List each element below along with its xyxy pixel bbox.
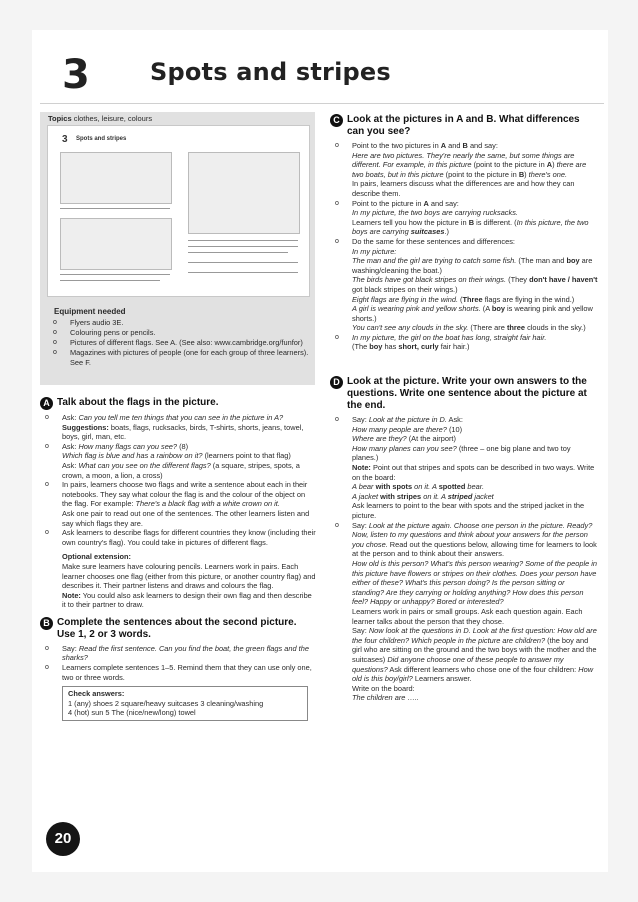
text: Ask:: [62, 460, 79, 470]
text: boy: [491, 304, 505, 314]
section-c-title: Look at the pictures in A and B. What differences can you see?: [347, 114, 580, 137]
text: three: [506, 323, 526, 333]
teacher-question: In my picture, the two boys are carrying rucksacks.: [352, 208, 518, 218]
answer-text: (any) shoes: [72, 698, 115, 708]
text: are washing/cleaning the boat.): [352, 256, 593, 275]
bullet-icon: o: [45, 481, 49, 489]
list-item: [330, 237, 598, 333]
list-item: [40, 442, 316, 480]
thumbnail-text-line: [188, 252, 288, 253]
section-d-heading: [330, 376, 598, 412]
equipment-item-text: Magazines with pictures of people (one for each group of three learners). See F.: [70, 348, 309, 367]
answer-number: 3: [200, 698, 205, 708]
teacher-question: Look at the picture again. Choose one person in the picture. Ready? Now, listen to my questions and think about your answers for the person you chose.: [352, 520, 593, 549]
thumbnail-text-line: [188, 240, 298, 241]
answer-text: The (nice/new/long) towel: [109, 708, 196, 718]
list-item: [48, 318, 310, 328]
text: got black stripes on their wings.): [352, 284, 458, 294]
teacher-question: The man and the girl are trying to catch some fish.: [352, 256, 517, 266]
list-item: [330, 333, 598, 352]
teacher-question: How old is this boy/girl?: [352, 664, 594, 684]
thumbnail-unit-number: 3: [62, 134, 68, 145]
thumbnail-picture-b: [60, 218, 172, 270]
bullet-icon: o: [53, 329, 57, 337]
page-number-badge: 20: [46, 822, 80, 856]
section-letter-d: D: [330, 376, 343, 389]
text: (the boy and girl who are sitting on the ground and the two boys with the mother and the suitcases): [352, 635, 597, 664]
text: Point to the two pictures in: [352, 141, 441, 150]
equipment-item-text: Flyers audio 3E.: [70, 318, 124, 327]
teacher-question: Eight flags are flying in the wind.: [352, 294, 458, 304]
list-item: [330, 521, 598, 703]
text: B: [462, 141, 468, 150]
example: There's a black flag with a white crown on it.: [135, 499, 280, 509]
text: Ask:: [62, 441, 79, 451]
answer: (learners point to that flag): [202, 451, 291, 461]
answer: (a square, stripes, spots, a crown, a moon, a lion, a cross): [62, 460, 300, 480]
list-item: [330, 415, 598, 521]
teacher-question: Can you tell me ten things that you can see in the picture in A?: [78, 413, 284, 422]
thumbnail-text-line: [188, 272, 298, 273]
right-column: [330, 114, 598, 703]
text: on it. A: [412, 482, 439, 492]
bullet-icon: o: [53, 319, 57, 326]
text: A bear: [352, 482, 376, 492]
list-item: [40, 644, 316, 663]
section-a-heading: [40, 397, 316, 410]
text: jacket: [472, 491, 494, 501]
student-page-thumbnail: [47, 125, 310, 297]
text: clouds in the sky.): [525, 323, 586, 333]
text: Say:: [352, 520, 369, 530]
topics-line: [48, 114, 152, 123]
list-item: [48, 338, 310, 348]
text: Read out the questions below, allowing time for learners to look at the person and to think about their answers.: [352, 539, 597, 559]
text: spotted: [438, 482, 466, 492]
list-item: [40, 480, 316, 528]
list-item: [330, 199, 598, 237]
list-item: [40, 528, 316, 547]
teacher-question: Look at the picture in D.: [368, 415, 447, 425]
teacher-question: Here are two pictures. They're nearly the same, but some things are different. For example, in this picture: [352, 150, 575, 170]
text: Learners work in pairs or small groups. Ask each question again. Each learner talks about the person that they chose.: [352, 606, 583, 626]
teacher-question: A girl is wearing pink and yellow shorts.: [352, 304, 481, 314]
teacher-question: How many people are there?: [352, 424, 447, 434]
check-answers-title: Check answers:: [68, 689, 125, 699]
answer-number: 2: [114, 698, 119, 708]
text: (There are: [468, 323, 507, 333]
section-letter-c: C: [330, 114, 343, 127]
text: Three: [462, 294, 483, 304]
text: is wearing pink and yellow shorts.): [352, 304, 593, 323]
thumbnail-text-line: [60, 280, 160, 281]
answer-text: (hot) sun: [72, 708, 106, 718]
text: Point to the picture in: [352, 198, 424, 208]
text: Ask:: [62, 413, 79, 422]
optional-extension: [40, 552, 316, 610]
equipment-list: [48, 318, 310, 368]
label: Suggestions:: [62, 422, 109, 432]
bullet-icon: o: [45, 414, 49, 421]
answer-number: 1: [68, 698, 73, 708]
text: Write on the board:: [352, 683, 415, 693]
bullet-icon: o: [335, 333, 339, 341]
text: A: [440, 141, 447, 150]
text: You could also ask learners to design their own flag and then describe it to their partner to draw.: [62, 590, 312, 610]
topics-label: Topics: [48, 114, 72, 123]
unit-number: 3: [62, 52, 90, 98]
section-b-heading: [40, 617, 316, 641]
section-letter-b: B: [40, 617, 53, 630]
text: Learners tell you how the picture in: [352, 217, 469, 227]
text: and say:: [467, 141, 498, 150]
list-item: [40, 413, 316, 442]
thumbnail-text-line: [188, 246, 298, 247]
text: (The man and: [516, 256, 567, 266]
text: Learners answer.: [412, 674, 472, 684]
list-item: [48, 328, 310, 338]
teacher-question: Read the first sentence. Can you find the boat, the green flags and the sharks?: [62, 643, 309, 663]
teacher-question: Did anyone choose one of these people to answer my questions?: [352, 654, 564, 674]
topics-value: clothes, leisure, colours: [73, 114, 153, 123]
label: Note:: [352, 463, 371, 473]
text: (point to the picture in: [443, 169, 519, 179]
equipment-item-text: Colouring pens or pencils.: [70, 328, 156, 338]
thumbnail-text-line: [188, 262, 298, 263]
text: B: [518, 169, 525, 179]
answer: (10): [446, 424, 463, 434]
text: don't have: [529, 275, 566, 285]
text: and say:: [428, 198, 459, 208]
text: boats, flags, rucksacks, birds, T-shirts, shorts, jeans, towel, boys, girl, man, etc.: [62, 422, 304, 442]
bullet-icon: o: [45, 664, 49, 672]
text: (point to the picture in: [471, 160, 547, 170]
thumbnail-text-line: [60, 208, 170, 209]
text: Say:: [352, 415, 369, 425]
text: Point out that stripes and spots can be described in two ways. Write on the board:: [352, 463, 595, 482]
section-c-heading: [330, 114, 598, 138]
unit-title: Spots and stripes: [150, 58, 391, 86]
left-column: [40, 397, 316, 721]
text: boy: [566, 256, 580, 266]
text: short, curly: [398, 342, 439, 352]
section-b-title: Complete the sentences about the second picture. Use 1, 2 or 3 words.: [57, 616, 297, 640]
thumbnail-text-line: [60, 274, 170, 275]
text: Do the same for these sentences and differences:: [352, 236, 515, 246]
text: striped: [447, 491, 473, 501]
thumbnail-picture-a: [60, 152, 172, 204]
text: bear.: [465, 482, 484, 492]
section-d-title: Look at the picture. Write your own answers to the questions. Write one sentence about the picture at the end.: [347, 376, 587, 412]
optional-extension-heading: Optional extension:: [62, 552, 131, 562]
teacher-question: Which flag is blue and has a rainbow on it?: [62, 451, 203, 461]
text: Ask different learners who chose one of the four children:: [387, 664, 579, 674]
bullet-icon: o: [335, 142, 339, 149]
text: boy: [369, 342, 383, 352]
text: Ask learners to describe flags for different countries they know (including their own country's flag). You could take in pictures of different flags.: [62, 528, 316, 547]
teacher-question: How many planes can you see?: [352, 443, 457, 453]
equipment-item-text: Pictures of different flags. See A. (See also: www.cambridge.org/funfor): [70, 338, 303, 348]
thumbnail-picture-d: [188, 152, 300, 234]
text: Ask one pair to read out one of the sentences. The other learners listen and say which flags they are.: [62, 508, 310, 528]
text: A: [423, 198, 429, 208]
text: is different. (: [474, 217, 517, 227]
text: with spots: [375, 482, 413, 492]
answer-text: square/heavy suitcases: [118, 698, 201, 708]
section-letter-a: A: [40, 397, 53, 410]
equipment-heading: Equipment needed: [54, 307, 126, 316]
list-item: [48, 348, 310, 367]
text: ): [552, 160, 557, 170]
teacher-question: What can you see on the different flags?: [78, 460, 211, 470]
text: (: [458, 294, 463, 304]
text: and: [446, 141, 463, 150]
text: flags are flying in the wind.): [482, 294, 575, 304]
check-answers-box: [62, 686, 308, 721]
text: / haven't: [565, 275, 598, 285]
text: In pairs, learners discuss what the differences are and how they can describe them.: [352, 179, 575, 198]
teacher-question: The children are …..: [352, 693, 419, 703]
text: Say:: [62, 643, 79, 653]
text: Ask learners to point to the bear with spots and the striped jacket in the picture.: [352, 501, 585, 520]
bullet-icon: o: [45, 529, 49, 537]
answers-line: [68, 708, 303, 718]
answer: (three – one big plane and two toy planes.): [352, 443, 571, 463]
teacher-question: You can't see any clouds in the sky.: [352, 323, 469, 333]
teacher-question: The birds have got black stripes on their wings.: [352, 275, 507, 285]
text: (A: [480, 304, 492, 314]
list-item: [330, 141, 598, 199]
text: .): [444, 227, 449, 237]
answer-text: cleaning/washing: [204, 698, 264, 708]
teacher-question: How many flags can you see?: [78, 441, 178, 451]
text: (They: [506, 275, 530, 285]
answers-line: [68, 699, 303, 709]
text: Make sure learners have colouring pencils. Learners work in pairs. Each learner chooses one flag (either from this picture, or another country flag) and describes it. Their partner listens and draws and colours the flag.: [62, 561, 316, 591]
answer-number: 4: [68, 708, 73, 718]
bullet-icon: o: [53, 349, 57, 357]
section-a-title: Talk about the flags in the picture.: [57, 397, 219, 408]
answer: (At the airport): [406, 434, 456, 444]
teacher-question: How old is this person? What's this person wearing? Some of the people in this picture have flowers or stripes on their clothes. Does your person have either of these? What's this person doing? Is the person sitting or standing? Are they carrying or holding anything? How does this person feel? Happy or unhappy? Bored or interested?: [352, 558, 598, 607]
header-divider: [40, 103, 604, 104]
answer: (8): [177, 441, 189, 451]
bullet-icon: o: [335, 416, 339, 424]
text: with stripes: [380, 491, 422, 501]
text: A jacket: [352, 491, 381, 501]
answer-number: 5: [105, 708, 110, 718]
teacher-question: In my picture, the girl on the boat has long, straight fair hair.: [352, 332, 547, 342]
text: fair hair.): [438, 342, 470, 352]
teacher-question: Where are they?: [352, 434, 407, 444]
text: B: [468, 217, 475, 227]
text: A: [546, 160, 553, 170]
text: ): [524, 169, 529, 179]
teacher-question: In my picture:: [352, 246, 397, 256]
teacher-question: there's one.: [528, 169, 568, 179]
bullet-icon: o: [335, 199, 339, 207]
bullet-icon: o: [53, 339, 57, 347]
text: has: [382, 342, 399, 352]
bullet-icon: o: [45, 644, 49, 652]
teacher-question: Now look at the questions in D. Look at the first question: How old are the four children? Which people in the picture are children?: [352, 626, 597, 645]
teacher-question: there are two boats, but in this picture: [352, 160, 587, 179]
bullet-icon: o: [335, 521, 339, 529]
label: Note:: [62, 590, 81, 600]
text: on it. A: [421, 491, 448, 501]
bullet-icon: o: [335, 237, 339, 245]
text: Ask:: [446, 415, 463, 425]
text: In pairs, learners choose two flags and write a sentence about each in their notebooks. They say what colour the flag is and the colour of the object on the flag. For example:: [62, 480, 308, 509]
thumbnail-title: Spots and stripes: [76, 136, 127, 142]
text: Say:: [352, 626, 369, 636]
list-item: [40, 663, 316, 682]
text: In this picture, the two boys are carrying: [352, 217, 589, 237]
text: Learners complete sentences 1–5. Remind them that they can use only one, two or three words.: [62, 663, 312, 682]
text: suitcases: [410, 227, 445, 237]
bullet-icon: o: [45, 442, 49, 450]
text: (The: [352, 342, 370, 352]
